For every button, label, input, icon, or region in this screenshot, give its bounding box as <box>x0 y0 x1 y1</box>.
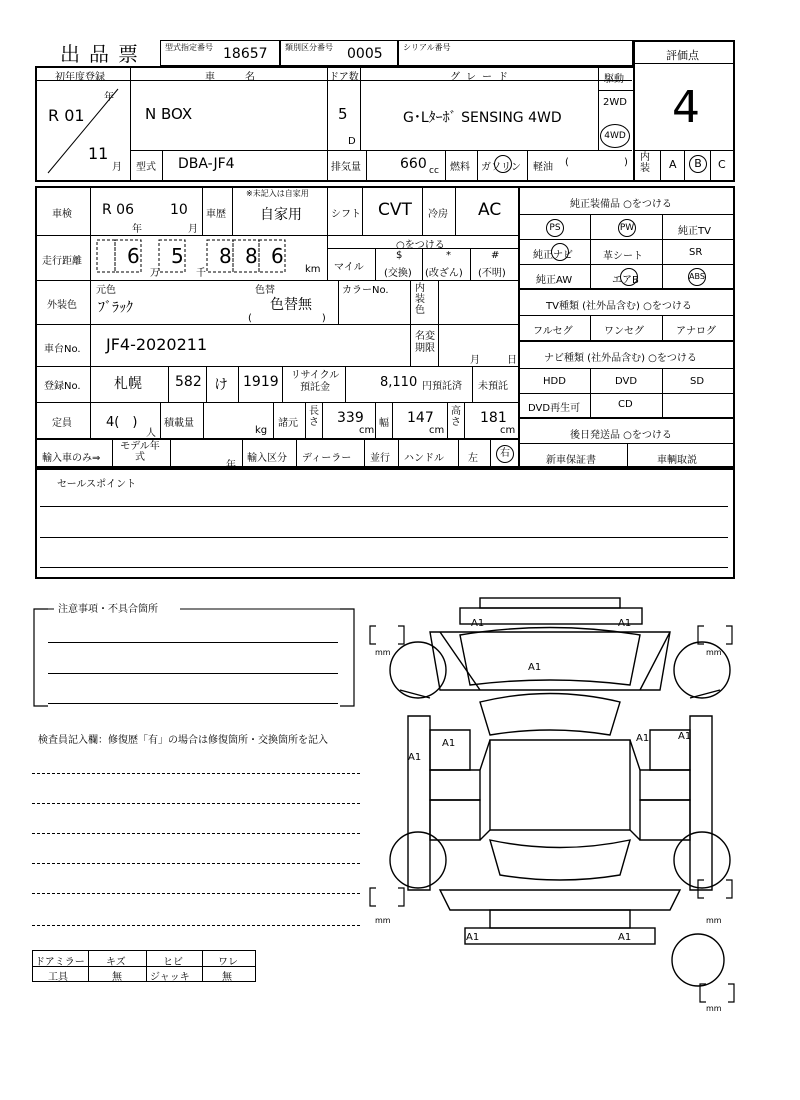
score-label: 評価点 <box>666 49 699 62</box>
nav-cd: CD <box>618 399 633 410</box>
interior-grade-c: C <box>718 158 726 171</box>
equip-aw: 純正AW <box>536 275 573 286</box>
color-no-label: カラーNo. <box>342 285 389 296</box>
mileage-digit-3: 8 <box>219 244 232 268</box>
mark-3: A1 <box>528 662 542 673</box>
inspection-month: 10 <box>170 202 188 218</box>
mileage-label: 走行距離 <box>42 256 82 267</box>
equip-navi: 純正ナビ <box>533 250 573 261</box>
equip-pw: PW <box>618 219 636 237</box>
type-no-label: 型式指定番号 <box>165 43 213 52</box>
first-reg-era: R 01 <box>48 106 85 125</box>
handle-right: 右 <box>496 445 514 463</box>
car-name-label: 車 名 <box>205 72 265 83</box>
mileage-dollar: $ <box>396 250 403 261</box>
reg-class: 582 <box>175 374 202 390</box>
orig-color: ﾌﾞﾗｯｸ <box>98 300 133 316</box>
history-note: ※未記入は自家用 <box>246 189 309 198</box>
inspection-label: 車検 <box>52 209 72 220</box>
mileage-digit-2: 5 <box>171 244 184 268</box>
cc-unit: cc <box>429 166 439 176</box>
page-title: 出品票 <box>60 42 147 66</box>
equip-sr: SR <box>689 247 703 258</box>
nav-sd: SD <box>690 376 705 387</box>
class-no-field <box>280 40 398 66</box>
repaint-paren: ( ) <box>248 313 326 324</box>
interior-grade-b: B <box>689 155 707 173</box>
load-kg: kg <box>255 425 268 436</box>
import-dealer: ディーラー <box>302 453 352 464</box>
grade-label: グレード <box>450 72 514 83</box>
doors-label: ドア数 <box>329 72 359 83</box>
equip-airbag-circle <box>620 268 638 286</box>
chassis-label: 車台No. <box>44 344 81 355</box>
recycle-done: 円預託済 <box>422 381 462 392</box>
light-oil-label: 軽油 <box>533 162 553 173</box>
model-year-unit: 年 <box>226 460 236 471</box>
ship-warranty: 新車保証書 <box>546 455 596 466</box>
equip-airbag: エアB <box>612 275 639 286</box>
displacement: 660 <box>400 156 427 172</box>
name-change-day-unit: 日 <box>507 355 517 366</box>
type-no-field <box>160 40 280 66</box>
capacity-unit: 人 <box>146 428 156 439</box>
caution-bracket <box>30 606 360 710</box>
capacity: 4( ) <box>106 415 138 430</box>
mark-6: A1 <box>678 731 692 742</box>
load-label: 積載量 <box>164 418 194 429</box>
mark-1: A1 <box>471 618 485 629</box>
tv-fullseg: フルセグ <box>533 326 573 337</box>
type-no: 18657 <box>223 46 268 62</box>
grade: G･Lﾀｰﾎﾞ SENSING 4WD <box>403 110 562 126</box>
sales-point-label: セールスポイント <box>57 479 137 490</box>
height-cm: cm <box>500 425 516 436</box>
handle-left: 左 <box>468 453 478 464</box>
recycle-not: 未預託 <box>478 381 508 392</box>
score: 4 <box>672 82 700 133</box>
fuel-gasoline: ガソリン <box>481 162 521 173</box>
first-reg-month-unit: 月 <box>112 162 122 173</box>
mark-4: A1 <box>442 738 456 749</box>
mileage-man: 万 <box>150 268 160 279</box>
equip-abs: ABS <box>688 268 706 286</box>
first-reg-month: 11 <box>88 144 109 163</box>
drive-4wd: 4WD <box>600 124 630 148</box>
mileage-mile: マイル <box>334 262 364 273</box>
mileage-tamper: (改ざん) <box>425 268 463 279</box>
mileage-mark-note: ○をつける <box>396 240 445 251</box>
handle-label: ハンドル <box>404 453 444 464</box>
first-reg-label: 初年度登録 <box>55 72 105 83</box>
mm-4: mm <box>706 916 722 925</box>
import-type-label: 輸入区分 <box>247 453 287 464</box>
tools-r1: 工具 <box>48 972 68 983</box>
reg-number: 1919 <box>243 374 279 390</box>
caution-label: 注意事項・不具合箇所 <box>58 604 158 615</box>
name-change-label: 名変期限 <box>415 331 435 354</box>
mileage-km: km <box>305 264 321 275</box>
mm-2: mm <box>706 648 722 657</box>
mileage-digit-1: 6 <box>127 244 140 268</box>
sales-point-box <box>35 468 735 579</box>
width: 147 <box>407 410 434 426</box>
model-year-label: モデル年式 <box>120 441 160 463</box>
interior-color-label: 内装色 <box>415 283 425 316</box>
recycle-amount: 8,110 <box>380 375 418 390</box>
doors: 5 <box>338 105 348 123</box>
model: DBA-JF4 <box>178 156 235 172</box>
reg-city: 札幌 <box>114 376 142 392</box>
interior-grade-label: 内装 <box>640 152 650 174</box>
shift: CVT <box>378 200 412 220</box>
interior-grade-a: A <box>669 158 677 171</box>
equip-ps: PS <box>546 219 564 237</box>
first-reg-year-unit: 年 <box>104 92 114 103</box>
tools-h1: ドアミラー <box>35 957 85 968</box>
mileage-sen: 千 <box>196 268 206 279</box>
tools-r3: ジャッキ <box>150 972 190 983</box>
tools-h4: ワレ <box>218 957 238 968</box>
exterior-label: 外装色 <box>47 300 77 311</box>
equip-leather: 革シート <box>603 251 643 262</box>
import-label: 輸入車のみ⇒ <box>42 453 101 464</box>
width-label: 幅 <box>379 418 389 429</box>
tv-title: TV種類 (社外品含む) ○をつける <box>546 301 692 312</box>
fuel-paren-close: ) <box>624 157 628 168</box>
ac-label: 冷房 <box>428 209 448 220</box>
tools-r4: 無 <box>222 972 232 983</box>
drive-label: 駆動 <box>604 74 624 85</box>
fuel-paren-open: ( <box>565 157 569 168</box>
car-name: N BOX <box>145 105 193 123</box>
serial-label: シリアル番号 <box>403 43 451 52</box>
equip-tv: 純正TV <box>678 226 711 237</box>
height-label: 高さ <box>451 406 461 428</box>
ship-manual: 車輌取説 <box>657 455 697 466</box>
class-no-label: 類別区分番号 <box>285 43 333 52</box>
mileage-digit-5: 6 <box>271 244 284 268</box>
height: 181 <box>480 410 507 426</box>
width-cm: cm <box>429 425 445 436</box>
reg-no-label: 登録No. <box>44 381 81 392</box>
tools-h3: ヒビ <box>163 957 183 968</box>
history: 自家用 <box>260 207 302 223</box>
fuel-label: 燃料 <box>450 162 470 173</box>
mm-5: mm <box>706 1004 722 1013</box>
mm-3: mm <box>375 916 391 925</box>
ac: AC <box>478 200 502 220</box>
displacement-label: 排気量 <box>331 162 361 173</box>
drive-2wd: 2WD <box>603 97 627 108</box>
mark-5: A1 <box>636 733 650 744</box>
nav-dvd-play: DVD再生可 <box>528 403 581 414</box>
nav-hdd: HDD <box>543 376 566 387</box>
model-label: 型式 <box>136 162 156 173</box>
equipment-title: 純正装備品 ○をつける <box>570 199 672 210</box>
tv-oneseg: ワンセグ <box>604 326 644 337</box>
length: 339 <box>337 410 364 426</box>
dimension-label: 諸元 <box>278 418 298 429</box>
import-parallel: 並行 <box>370 453 390 464</box>
inspection-month-unit: 月 <box>188 224 198 235</box>
inspection-year-unit: 年 <box>132 224 142 235</box>
nav-dvd: DVD <box>615 376 638 387</box>
serial-field <box>398 40 633 66</box>
tools-r2: 無 <box>112 972 122 983</box>
inspector-label: 検査員記入欄：修復歴「有」の場合は修復箇所・交換箇所を記入 <box>38 735 328 746</box>
length-label: 長さ <box>309 406 319 428</box>
inspection-era: R 06 <box>102 202 134 218</box>
capacity-label: 定員 <box>52 418 72 429</box>
mark-9: A1 <box>618 932 632 943</box>
mileage-digit-4: 8 <box>245 244 258 268</box>
equip-navi-circle <box>551 243 569 261</box>
doors-unit: D <box>348 136 356 147</box>
chassis: JF4-2020211 <box>106 335 208 354</box>
ship-title: 後日発送品 ○をつける <box>570 430 672 441</box>
mileage-exchange: (交換) <box>384 268 412 279</box>
mark-2: A1 <box>618 618 632 629</box>
recycle-label: リサイクル預託金 <box>290 370 340 393</box>
name-change-month-unit: 月 <box>470 355 480 366</box>
class-no: 0005 <box>347 46 383 62</box>
mark-7: A1 <box>408 752 422 763</box>
mileage-unknown: (不明) <box>478 268 506 279</box>
mileage-asterisk: * <box>446 250 451 261</box>
repaint-label: 色替 <box>255 285 275 296</box>
length-cm: cm <box>359 425 375 436</box>
mileage-hash: # <box>491 250 500 261</box>
tv-analog: アナログ <box>676 326 716 337</box>
shift-label: シフト <box>331 209 361 220</box>
car-damage-diagram <box>360 590 760 1040</box>
repaint: 色替無 <box>270 297 312 313</box>
mark-8: A1 <box>466 932 480 943</box>
tools-h2: キズ <box>106 957 126 968</box>
orig-color-label: 元色 <box>96 285 116 296</box>
fuel-circle <box>494 155 512 173</box>
mm-1: mm <box>375 648 391 657</box>
history-label: 車歴 <box>206 209 226 220</box>
nav-title: ナビ種類 (社外品含む) ○をつける <box>544 353 697 364</box>
reg-kana: け <box>214 377 228 393</box>
